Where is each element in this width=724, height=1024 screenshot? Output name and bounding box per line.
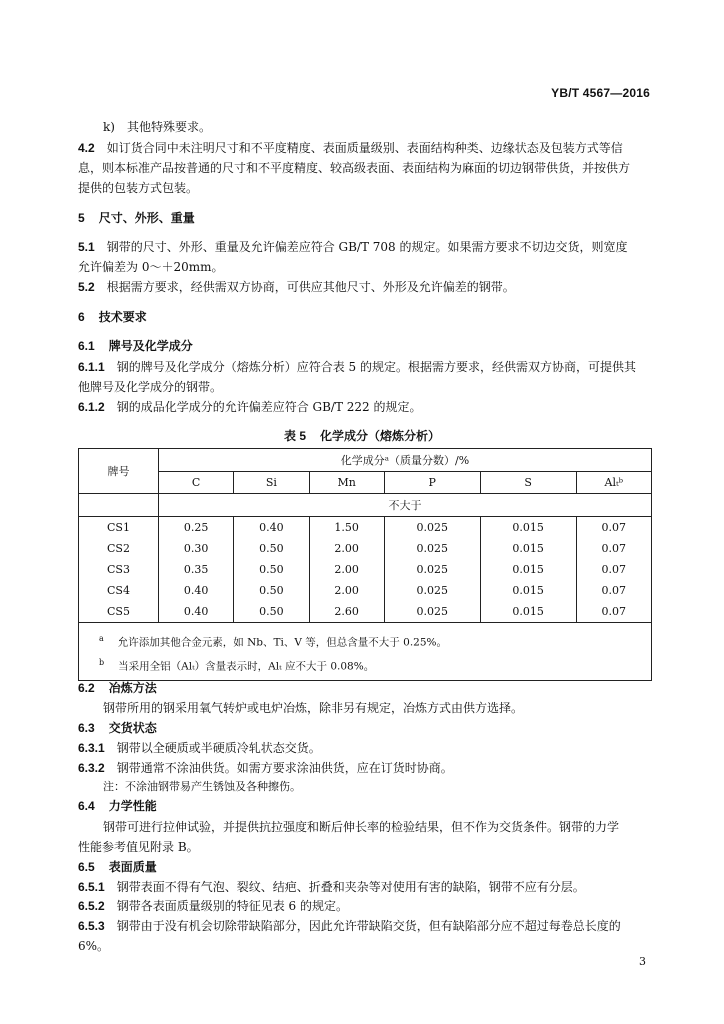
clause-text: 钢带以全硬质或半硬质冷轧状态交货。 xyxy=(116,741,321,755)
value-cell: 0.015 xyxy=(480,601,576,623)
clause-number: 6.3.1 xyxy=(78,741,105,755)
clause-text: 钢带的尺寸、外形、重量及允许偏差应符合 GB/T 708 的规定。如果需方要求不切边交货，则宽度 xyxy=(106,240,628,254)
clause-4-2-line3: 提供的包装方式包装。 xyxy=(78,181,199,195)
note-6-3: 注：不涂油钢带易产生锈蚀及各种擦伤。 xyxy=(103,780,301,793)
grade-header-spacer xyxy=(79,494,159,517)
value-cell: 0.30 xyxy=(159,538,234,559)
heading-5 xyxy=(78,211,195,225)
table-row xyxy=(79,601,652,623)
clause-text: 钢带通常不涂油供货。如需方要求涂油供货，应在订货时协商。 xyxy=(116,761,453,775)
value-cell: 2.00 xyxy=(309,538,384,559)
heading-title: 表面质量 xyxy=(108,860,157,874)
clause-6-5-3 xyxy=(78,919,621,933)
heading-title: 牌号及化学成分 xyxy=(108,339,193,353)
grade-cell: CS1 xyxy=(79,517,159,539)
clause-6-3-1 xyxy=(78,741,321,755)
value-cell: 2.00 xyxy=(309,559,384,580)
clause-number: 5.2 xyxy=(78,280,95,294)
table-5-title xyxy=(0,427,724,444)
clause-6-5-3-line2: 6%。 xyxy=(78,939,110,953)
value-cell: 0.07 xyxy=(576,517,651,539)
clause-5-1-line2: 允许偏差为 0～＋20mm。 xyxy=(78,260,224,274)
value-cell: 0.025 xyxy=(384,580,480,601)
heading-6-2 xyxy=(78,681,157,695)
clause-text: 钢带各表面质量级别的特征见表 6 的规定。 xyxy=(116,899,348,913)
heading-title: 冶炼方法 xyxy=(108,681,157,695)
value-cell: 0.35 xyxy=(159,559,234,580)
value-cell: 0.40 xyxy=(234,517,309,539)
value-cell: 0.50 xyxy=(234,559,309,580)
footnote-text: 当采用全铝（Alₜ）含量表示时，Alₜ 应不大于 0.08%。 xyxy=(118,660,375,672)
table-label: 表 5 xyxy=(283,429,306,443)
column-header: Si xyxy=(234,472,309,494)
footnote-text: 允许添加其他合金元素，如 Nb、Ti、V 等，但总含量不大于 0.25%。 xyxy=(117,636,448,649)
grade-cell: CS3 xyxy=(79,559,159,580)
value-cell: 0.07 xyxy=(576,580,651,601)
value-cell: 0.015 xyxy=(480,517,576,539)
heading-title: 尺寸、外形、重量 xyxy=(98,211,195,225)
clause-5-1 xyxy=(78,240,628,254)
column-header: Mn xyxy=(309,472,384,494)
item-k: k) 其他特殊要求。 xyxy=(103,120,211,134)
table-row xyxy=(79,559,652,580)
page-number: 3 xyxy=(639,955,646,968)
clause-4-2 xyxy=(78,141,623,155)
grade-cell: CS5 xyxy=(79,601,159,623)
clause-number: 6.5.3 xyxy=(78,919,105,933)
clause-number: 6.1.2 xyxy=(78,400,105,414)
value-cell: 0.07 xyxy=(576,538,651,559)
value-cell: 0.07 xyxy=(576,601,651,623)
footnote-a xyxy=(99,629,631,653)
footnote-mark: a xyxy=(99,634,104,643)
clause-text: 钢带表面不得有气泡、裂纹、结疤、折叠和夹杂等对使用有害的缺陷，钢带不应有分层。 xyxy=(116,880,585,894)
heading-number: 6.4 xyxy=(78,799,95,813)
clause-6-1-1 xyxy=(78,360,636,374)
clause-number: 6.3.2 xyxy=(78,761,105,775)
heading-6-3 xyxy=(78,721,157,735)
heading-number: 5 xyxy=(78,211,85,225)
heading-title: 技术要求 xyxy=(98,310,147,324)
heading-6-4 xyxy=(78,799,157,813)
heading-6 xyxy=(78,310,147,324)
heading-6-1 xyxy=(78,339,193,353)
clause-5-2 xyxy=(78,280,515,294)
heading-number: 6.5 xyxy=(78,860,95,874)
footnote-mark: b xyxy=(99,657,105,667)
clause-6-3-2 xyxy=(78,761,453,775)
clause-6-4-line1: 钢带可进行拉伸试验，并提供抗拉强度和断后伸长率的检验结果，但不作为交货条件。钢带的力学 xyxy=(103,820,620,834)
clause-number: 6.5.2 xyxy=(78,899,105,913)
limit-note: 不大于 xyxy=(159,494,652,517)
clause-text: 钢的牌号及化学成分（熔炼分析）应符合表 5 的规定。根据需方要求，经供需双方协商，可提供其 xyxy=(116,360,636,374)
clause-text: 钢的成品化学成分的允许偏差应符合 GB/T 222 的规定。 xyxy=(116,400,422,414)
value-cell: 0.025 xyxy=(384,538,480,559)
grade-cell: CS2 xyxy=(79,538,159,559)
footnote-b xyxy=(99,653,631,677)
clause-number: 6.1.1 xyxy=(78,360,105,374)
clause-number: 5.1 xyxy=(78,240,95,254)
table-caption: 化学成分（熔炼分析） xyxy=(320,429,441,443)
value-cell: 2.60 xyxy=(309,601,384,623)
element-header-row xyxy=(79,472,652,494)
value-cell: 0.50 xyxy=(234,601,309,623)
value-cell: 0.025 xyxy=(384,559,480,580)
clause-text: 如订货合同中未注明尺寸和不平度精度、表面质量级别、表面结构种类、边缘状态及包装方式等信 xyxy=(106,141,623,155)
composition-group-header: 化学成分ᵃ（质量分数）/% xyxy=(159,449,652,472)
value-cell: 0.50 xyxy=(234,580,309,601)
column-header: P xyxy=(384,472,480,494)
table-footnotes xyxy=(79,623,652,681)
value-cell: 0.50 xyxy=(234,538,309,559)
chemical-composition-table xyxy=(78,448,652,681)
column-header: S xyxy=(480,472,576,494)
clause-4-2-line2: 息，则本标准产品按普通的尺寸和不平度精度、较高级表面、表面结构为麻面的切边钢带供货，并按供方 xyxy=(78,161,631,175)
value-cell: 0.40 xyxy=(159,580,234,601)
clause-6-1-1-line2: 他牌号及化学成分的钢带。 xyxy=(78,380,223,394)
value-cell: 0.25 xyxy=(159,517,234,539)
clause-number: 4.2 xyxy=(78,141,95,155)
heading-title: 力学性能 xyxy=(108,799,157,813)
heading-6-5 xyxy=(78,860,157,874)
table-row xyxy=(79,580,652,601)
column-header: C xyxy=(159,472,234,494)
table-row xyxy=(79,517,652,539)
value-cell: 2.00 xyxy=(309,580,384,601)
heading-number: 6.2 xyxy=(78,681,95,695)
grade-header: 牌号 xyxy=(79,449,159,494)
value-cell: 0.07 xyxy=(576,559,651,580)
value-cell: 1.50 xyxy=(309,517,384,539)
heading-number: 6 xyxy=(78,310,85,324)
value-cell: 0.015 xyxy=(480,538,576,559)
value-cell: 0.025 xyxy=(384,517,480,539)
clause-text: 钢带由于没有机会切除带缺陷部分，因此允许带缺陷交货，但有缺陷部分应不超过每卷总长度的 xyxy=(116,919,621,933)
clause-6-1-2 xyxy=(78,400,422,414)
clause-number: 6.5.1 xyxy=(78,880,105,894)
value-cell: 0.40 xyxy=(159,601,234,623)
standard-code: YB/T 4567—2016 xyxy=(551,86,650,100)
clause-text: 根据需方要求，经供需双方协商，可供应其他尺寸、外形及允许偏差的钢带。 xyxy=(106,280,515,294)
grade-cell: CS4 xyxy=(79,580,159,601)
clause-6-5-2 xyxy=(78,899,348,913)
heading-number: 6.3 xyxy=(78,721,95,735)
column-header: Alₜᵇ xyxy=(576,472,651,494)
clause-6-2-text: 钢带所用的钢采用氧气转炉或电炉冶炼，除非另有规定，冶炼方式由供方选择。 xyxy=(103,701,524,715)
clause-6-5-1 xyxy=(78,880,585,894)
clause-6-4-line2: 性能参考值见附录 B。 xyxy=(78,840,199,854)
heading-number: 6.1 xyxy=(78,339,95,353)
value-cell: 0.015 xyxy=(480,580,576,601)
value-cell: 0.015 xyxy=(480,559,576,580)
heading-title: 交货状态 xyxy=(108,721,157,735)
table-row xyxy=(79,538,652,559)
value-cell: 0.025 xyxy=(384,601,480,623)
